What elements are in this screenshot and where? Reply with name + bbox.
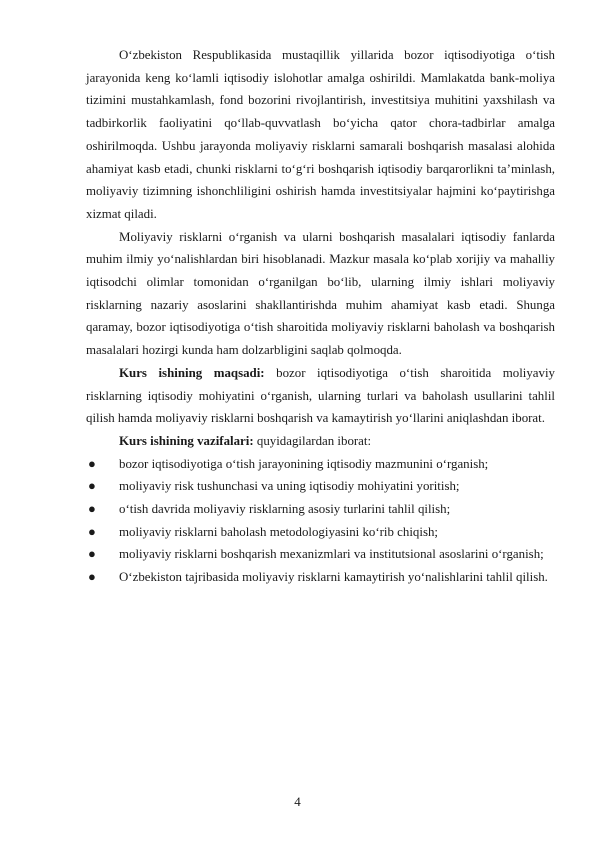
tasks-label: Kurs ishining vazifalari: bbox=[119, 433, 254, 448]
tasks-list bbox=[86, 453, 555, 589]
bullet-icon: ● bbox=[88, 523, 96, 539]
list-item bbox=[86, 543, 555, 566]
goal-paragraph bbox=[86, 362, 555, 430]
intro-paragraph: O‘zbekiston Respublikasida mustaqillik yillarida bozor iqtisodiyotiga o‘tish jarayonida keng ko‘lamli iqtisodiy islohotlar amalga oshirildi. Mamlakatda bank-moliya tizimini mustahkamlash, fond bozorini rivojlantirish, investitsiya muhitini yaxshilash va tadbirkorlik faoliyatini qo‘llab-quvvatlash bo‘yicha qator chora-tadbirlar amalga oshirilmoqda. Ushbu jarayonda moliyaviy risklarni samarali boshqarish masalasi alohida ahamiyat kasb etadi, chunki risklarni to‘g‘ri boshqarish iqtisodiy barqarorlikni ta’minlash, moliyaviy tizimning ishonchliligini oshirish hamda investitsiyalar hajmini ko‘paytirishga xizmat qiladi. bbox=[86, 48, 555, 221]
bullet-icon: ● bbox=[88, 455, 96, 471]
list-item bbox=[86, 521, 555, 544]
page-number: 4 bbox=[294, 794, 301, 809]
list-item bbox=[86, 453, 555, 476]
document-body bbox=[86, 44, 555, 589]
list-item bbox=[86, 498, 555, 521]
task-text: moliyaviy risklarni baholash metodologiyasini ko‘rib chiqish; bbox=[119, 524, 438, 539]
tasks-heading bbox=[86, 430, 555, 453]
list-item bbox=[86, 566, 555, 589]
tasks-intro: quyidagilardan iborat: bbox=[253, 433, 372, 448]
task-text: moliyaviy risklarni boshqarish mexanizmlari va institutsional asoslarini o‘rganish; bbox=[119, 547, 544, 562]
goal-text: bozor iqtisodiyotiga o‘tish sharoitida moliyaviy risklarning iqtisodiy mohiyatini o‘rganish, ularning turlari va baholash usullarini tahlil qilish hamda moliyaviy risklarni boshqarish va kamaytirish yo‘llarini aniqlashdan iborat. bbox=[86, 365, 555, 426]
bullet-icon: ● bbox=[88, 546, 96, 562]
task-text: O‘zbekiston tajribasida moliyaviy risklarni kamaytirish yo‘nalishlarini tahlil qilish. bbox=[119, 570, 548, 585]
bullet-icon: ● bbox=[88, 478, 96, 494]
goal-label: Kurs ishining maqsadi: bbox=[119, 365, 265, 380]
task-text: o‘tish davrida moliyaviy risklarning asosiy turlarini tahlil qilish; bbox=[119, 502, 451, 517]
task-text: bozor iqtisodiyotiga o‘tish jarayonining iqtisodiy mazmunini o‘rganish; bbox=[119, 456, 489, 471]
list-item bbox=[86, 475, 555, 498]
bullet-icon: ● bbox=[88, 569, 96, 585]
research-paragraph: Moliyaviy risklarni o‘rganish va ularni boshqarish masalalari iqtisodiy fanlarda muhim ilmiy yo‘nalishlardan biri hisoblanadi. Mazkur masala ko‘plab xorijiy va mahalliy iqtisodchi olimlar tomonidan o‘rganilgan bo‘lib, ularning ilmiy ishlari moliyaviy risklarning nazariy asoslarini shakllantirishda muhim ahamiyat kasb etadi. Shunga qaramay, bozor iqtisodiyotiga o‘tish sharoitida moliyaviy risklarni baholash va boshqarish masalalari hozirgi kunda ham dolzarbligini saqlab qolmoqda. bbox=[86, 229, 555, 358]
bullet-icon: ● bbox=[88, 501, 96, 517]
task-text: moliyaviy risk tushunchasi va uning iqtisodiy mohiyatini yoritish; bbox=[119, 479, 460, 494]
